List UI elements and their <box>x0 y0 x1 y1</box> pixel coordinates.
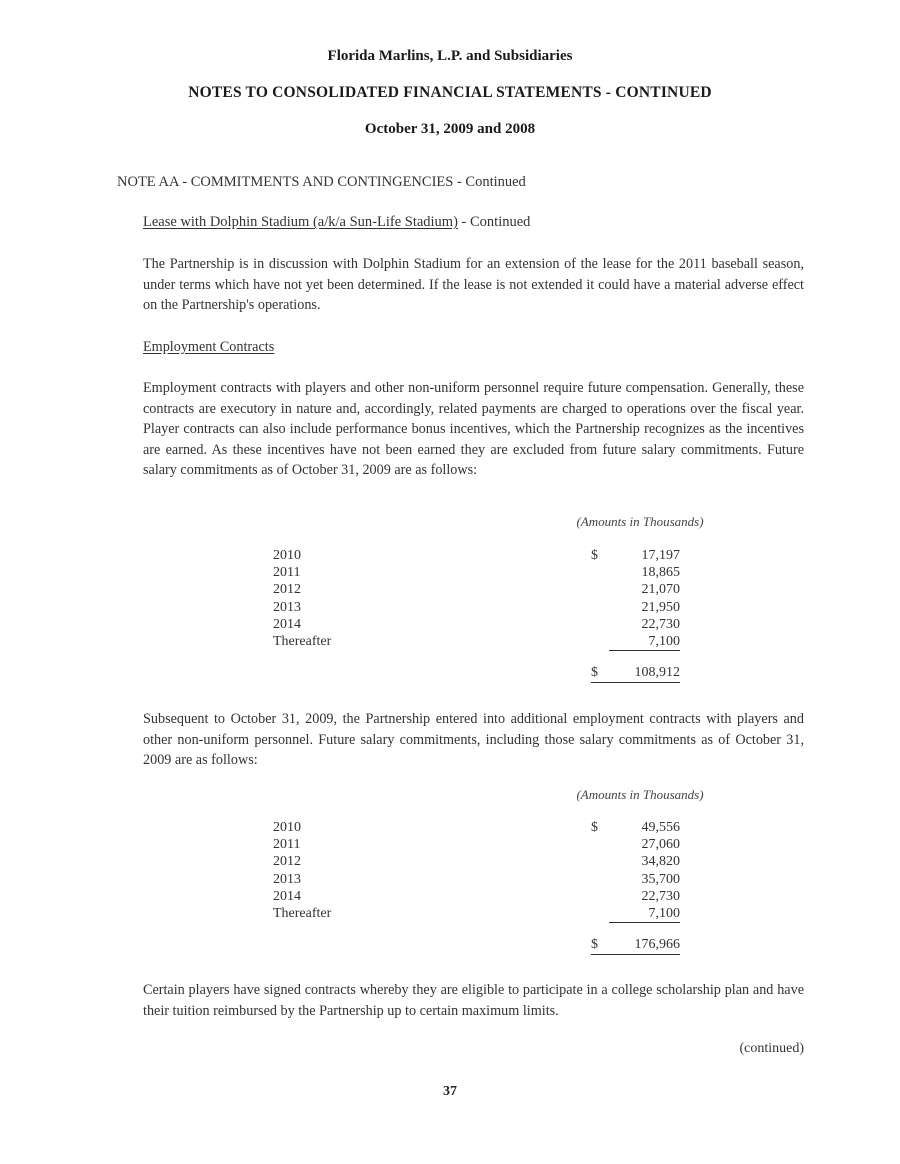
table-row <box>0 617 900 634</box>
total-value: 108,912 <box>634 665 680 681</box>
table-row <box>0 582 900 599</box>
table-row <box>0 854 900 871</box>
amount-value: 7,100 <box>609 634 681 651</box>
table-row <box>0 820 900 837</box>
amount-value: 49,556 <box>641 820 680 835</box>
currency-symbol: $ <box>591 820 598 835</box>
year-label: 2010 <box>273 820 301 835</box>
table2-caption: (Amounts in Thousands) <box>576 787 704 802</box>
currency-symbol: $ <box>591 665 598 681</box>
statement-date: October 31, 2009 and 2008 <box>364 121 536 137</box>
amount-value: 21,950 <box>641 599 680 615</box>
amount-value: 34,820 <box>641 854 680 870</box>
employment-contracts-heading <box>143 337 804 358</box>
currency-symbol: $ <box>591 937 598 953</box>
amount-value: 21,070 <box>641 582 680 598</box>
year-label: 2011 <box>273 837 301 853</box>
lease-subheading <box>143 214 530 231</box>
lease-subheading-title: Lease with Dolphin Stadium (a/k/a Sun-Life Stadium) <box>143 214 458 230</box>
double-underline <box>591 682 680 683</box>
employment-paragraph: Employment contracts with players and other non-uniform personnel require future compensation. Generally, these contracts are executory in nature and, accordingly, related payments are charged to operations over the fiscal year. Player contracts can also include performance bonus incentives, which the Partnership recognizes as the incentives are earned. As these incentives have not been earned they are excluded from future salary commitments. Future salary commitments as of October 31, 2009 are as follows: <box>143 380 804 478</box>
salary-commitments-table-updated <box>0 820 900 957</box>
document-title: NOTES TO CONSOLIDATED FINANCIAL STATEMENTS - CONTINUED <box>188 84 712 101</box>
amount-value: 17,197 <box>641 548 680 563</box>
table-row <box>0 565 900 582</box>
amount-value: 7,100 <box>609 906 681 923</box>
note-heading: NOTE AA - COMMITMENTS AND CONTINGENCIES - Continued <box>117 174 526 190</box>
year-label: 2012 <box>273 854 301 870</box>
page-number: 37 <box>443 1084 457 1099</box>
table-row <box>0 837 900 854</box>
total-value: 176,966 <box>634 937 680 953</box>
table-row <box>0 600 900 617</box>
year-label: Thereafter <box>273 633 332 649</box>
year-label: Thereafter <box>273 905 332 921</box>
year-label: 2013 <box>273 599 301 615</box>
continued-label: (continued) <box>739 1041 804 1056</box>
year-label: 2011 <box>273 565 301 581</box>
table-total-row <box>0 665 900 685</box>
company-name: Florida Marlins, L.P. and Subsidiaries <box>327 48 573 64</box>
employment-contracts-title: Employment Contracts <box>143 339 275 355</box>
year-label: 2012 <box>273 582 301 598</box>
amount-value: 18,865 <box>641 565 680 581</box>
table-row <box>0 548 900 565</box>
year-label: 2014 <box>273 888 301 904</box>
table-row <box>0 906 900 923</box>
subsequent-contracts-paragraph: Subsequent to October 31, 2009, the Partnership entered into additional employment contracts with players and other non-uniform personnel. Future salary commitments, including those salary commitments as of October 31, 2009 are as follows: <box>143 711 804 768</box>
table1-caption: (Amounts in Thousands) <box>576 514 704 529</box>
salary-commitments-table-2009 <box>0 548 900 685</box>
amount-value: 27,060 <box>641 837 680 853</box>
amount-value: 22,730 <box>641 616 680 632</box>
year-label: 2010 <box>273 548 301 563</box>
year-label: 2014 <box>273 616 301 632</box>
table-row <box>0 872 900 889</box>
double-underline <box>591 954 680 955</box>
table-row <box>0 889 900 906</box>
table-total-row <box>0 937 900 957</box>
scholarship-paragraph: Certain players have signed contracts whereby they are eligible to participate in a college scholarship plan and have their tuition reimbursed by the Partnership up to certain maximum limits. <box>143 982 804 1019</box>
amount-value: 22,730 <box>641 888 680 904</box>
year-label: 2013 <box>273 871 301 887</box>
lease-paragraph: The Partnership is in discussion with Dolphin Stadium for an extension of the lease for the 2011 baseball season, under terms which have not yet been determined. If the lease is not extended it could have a material adverse effect on the Partnership's operations. <box>143 256 804 313</box>
currency-symbol: $ <box>591 548 598 563</box>
table-row <box>0 634 900 651</box>
amount-value: 35,700 <box>641 871 680 887</box>
lease-subheading-suffix: - Continued <box>457 214 531 230</box>
